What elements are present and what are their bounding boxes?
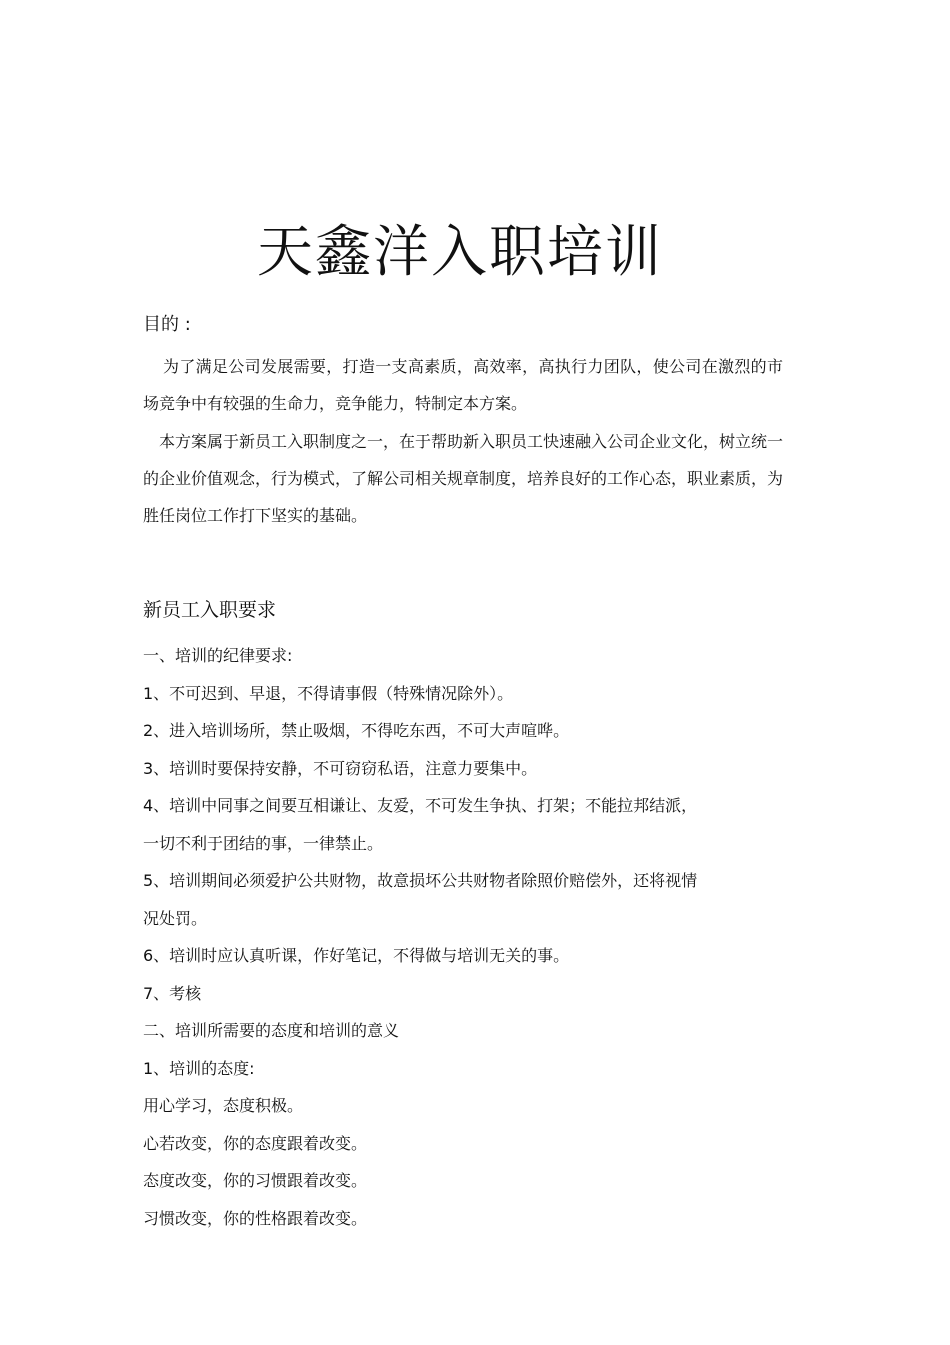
purpose-label: 目的 : [143,314,191,335]
list-item: 4、培训中同事之间要互相谦让、友爱，不可发生争执、打架；不能拉邦结派， [143,796,698,815]
list-item: 2、进入培训场所，禁止吸烟，不得吃东西，不可大声喧哗。 [143,721,570,740]
list-item: 二、培训所需要的态度和培训的意义 [143,1021,400,1040]
list-item: 1、不可迟到、早退，不得请事假（特殊情况除外）。 [143,683,514,703]
requirements-list [143,637,773,1237]
list-item: 况处罚。 [143,908,208,928]
list-item: 心若改变，你的态度跟着改变。 [143,1133,368,1153]
list-item: 7、考核 [143,983,202,1003]
list-item: 一切不利于团结的事，一律禁止。 [143,833,384,853]
purpose-paragraph-2: 本方案属于新员工入职制度之一，在于帮助新入职员工快速融入公司企业文化，树立统一的企业价值观念，行为模式，了解公司相关规章制度，培养良好的工作心态，职业素质，为胜任岗位工作打下坚实的基础。 [143,432,784,525]
list-item: 态度改变，你的习惯跟着改变。 [143,1171,368,1190]
list-item: 1、培训的态度: [143,1058,255,1078]
list-item: 5、培训期间必须爱护公共财物，故意损坏公共财物者除照价赔偿外，还将视情 [143,871,698,890]
list-item: 用心学习，态度积极。 [143,1096,304,1115]
list-item: 3、培训时要保持安静，不可窃窃私语，注意力要集中。 [143,758,538,778]
list-item: 一、培训的纪律要求: [143,646,293,665]
document-title: 天鑫洋入职培训 [257,220,663,285]
list-item: 6、培训时应认真听课，作好笔记，不得做与培训无关的事。 [143,946,570,965]
purpose-paragraph-1: 为了满足公司发展需要，打造一支高素质，高效率，高执行力团队，使公司在激烈的市场竞争中有较强的生命力，竞争能力，特制定本方案。 [143,357,783,413]
list-item: 习惯改变，你的性格跟着改变。 [143,1208,368,1228]
section-heading: 新员工入职要求 [143,599,277,621]
